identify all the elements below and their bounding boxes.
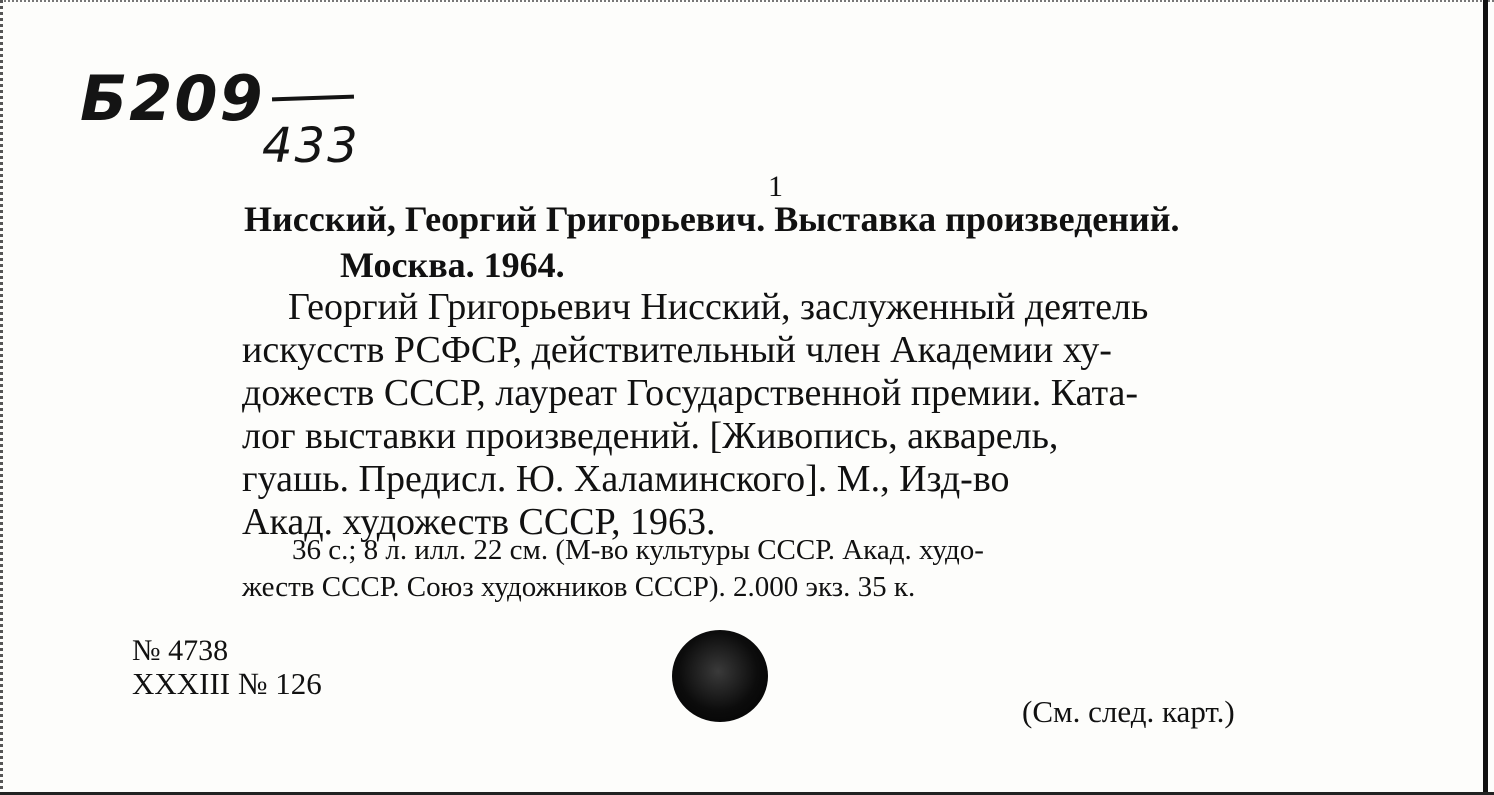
body-line: Георгий Григорьевич Нисский, заслуженный деятель [288,286,1149,328]
heading-line: Нисский, Георгий Григорьевич. Выставка произведений. [244,199,1180,239]
collation-line: 36 с.; 8 л. илл. 22 см. (М-во культуры СССР. Акад. худо- [292,534,984,566]
body-line: дожеств СССР, лауреат Государственной премии. Ката- [242,372,1139,414]
shelfmark-fraction-line [272,95,354,102]
body-line: гуашь. Предисл. Ю. Халаминского]. М., Изд-во [242,458,1010,500]
heading-line: Москва. 1964. [340,245,565,285]
body-line: Акад. художеств СССР, 1963. [242,501,716,543]
record-number: XXXIII № 126 [132,666,322,701]
entry-heading [244,196,1444,288]
body-line: лог выставки произведений. [Живопись, акварель, [242,415,1059,457]
accession-number: № 4738 [132,634,229,667]
continued-note: (См. след. карт.) [1022,694,1235,729]
card-right-edge [1477,0,1488,795]
card-left-edge [0,0,8,795]
body-line: искусств РСФСР, действительный член Академии ху- [242,329,1112,371]
description-body [242,286,1442,544]
card-bottom-edge [0,788,1494,795]
collation-note [242,532,1442,606]
handwritten-shelfmark: Б209 [80,62,265,135]
punch-hole [672,630,768,722]
collation-line: жеств СССР. Союз художников СССР). 2.000 экз. 35 к. [242,571,916,603]
handwritten-shelfmark-sub: 433 [262,118,360,174]
card-top-edge [0,0,1494,6]
card-number: 1 [768,170,783,203]
